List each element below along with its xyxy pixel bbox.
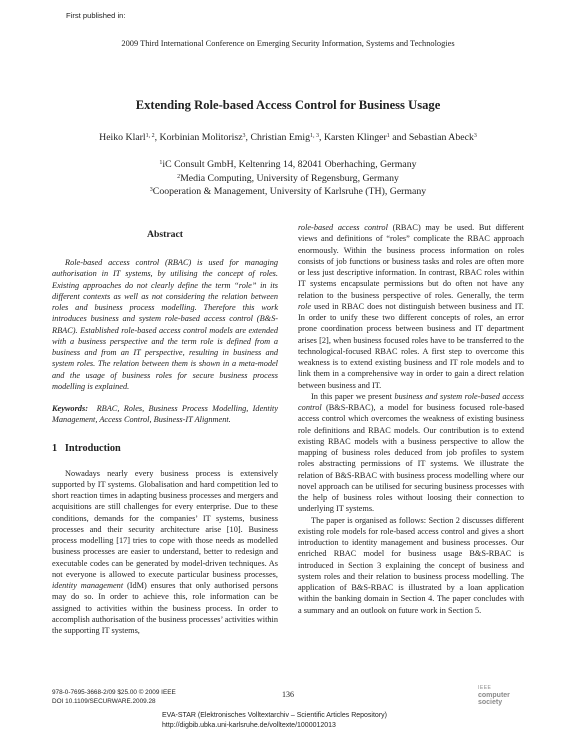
abstract-text: Role-based access control (RBAC) is used for managing authorisation in IT systems, by utilising the concept of roles. Existing approaches do not clearly define the term “role” in its different contexts as well as not considering the relation between roles and business process modelling. Therefore this work introduces business and system role-based access control (B&S-RBAC). Established role-based access control models are extended with a business perspective and the term role is defined from a business and from an IT perspective, resulting in business and system roles. The relation between them is shown in a meta-model and the usage of business roles for secure business process modelling is explained. <box>52 258 278 391</box>
affiliation-3: $^3$Cooperation & Management, University of Karlsruhe (TH), Germany <box>149 186 427 197</box>
paper-title: Extending Role-based Access Control for Business Usage <box>135 98 441 112</box>
archive-line-2: http://digbib.ubka.uni-karlsruhe.de/volltexte/1000012013 <box>162 722 336 729</box>
keywords-label: Keywords: <box>52 404 88 413</box>
right-paragraph-1: role-based access control (RBAC) may be used. But different views and definitions of “roles” complicate the RBAC approach enormously. Within the business process information on roles consists of job functions or business tasks and roles are often more or less just descriptive information. In contrast, RBAC roles within IT systems encapsulate permissions but do often not have any relation to the business perspective of roles. Generally, the term role used in RBAC does not distinguish between business and IT. In order to unify these two different concepts of roles, an error prone coordination process between business and IT department arises [2], when business focused roles have to be transferred to the technological-focused RBAC roles. A first step to overcome this weakness is to extend existing business and IT role models and to link them in a comprehensive way in order to gain a direct relation between business and IT. <box>298 223 524 390</box>
archive-line-1: EVA-STAR (Elektronisches Volltextarchiv – Scientific Articles Repository) <box>162 712 387 719</box>
page-number: 136 <box>282 690 294 699</box>
right-paragraph-3: The paper is organised as follows: Section 2 discusses different existing role models for role-based access control and gives a short introduction to identity management and business processes. Our enriched RBAC model for business usage B&S-RBAC is introduced in Section 3 explaining the concept of business and system roles and their relation to business process modelling. The application of B&S-RBAC is illustrated by a loan application within the banking domain in Section 4. The paper concludes with a summary and an outlook on future work in Section 5. <box>298 515 524 615</box>
isbn-line: 978-0-7695-3668-2/09 $25.00 © 2009 IEEE <box>52 689 176 696</box>
computer-society-logo <box>478 685 528 706</box>
abstract-heading: Abstract <box>146 229 184 240</box>
introduction-paragraph-1: Nowadays nearly every business process is extensively supported by IT systems. Globalisation and hard competition led to short reaction times in adapting business processes and mergers and acquisitions are still challenges for every enterprise. Due to these conditions, demands for the companies’ IT systems, business processes and their security architecture arise [10]. Business process modelling [17] tries to cope with those needs as modelled business processes are easier to understand, better to redesign and executable codes can be generated by model-driven techniques. As not everyone is allowed to execute particular business processes, identity management (IdM) ensures that only authorised persons may do so. In order to achieve this, role information can be assigned to activities within the business process. In order to accomplish authorisation of the business processes’ activities within the supporting IT systems, <box>52 468 278 635</box>
keywords <box>52 403 278 426</box>
affiliation-1: $^1$iC Consult GmbH, Keltenring 14, 82041 Oberhaching, Germany <box>159 159 417 170</box>
affiliation-2: $^2$Media Computing, University of Regensburg, Germany <box>177 172 399 184</box>
right-column <box>298 222 524 616</box>
affiliation-list <box>0 158 576 199</box>
archive-note <box>162 711 387 731</box>
logo-prefix: IEEE <box>478 685 492 691</box>
right-paragraph-2: In this paper we present business and system role-based access control (B&S-RBAC), a model for business focused role-based access control which overcomes the weakness of existing business role definitions and RBAC models. Our contribution is to extend existing RBAC models with a business perspective to allow the mapping of business roles deduced from job profiles to system roles abstracting permissions of IT systems. We illustrate the relation of B&S-RBAC with business process modelling where our novel approach can be utilised for securing business processes with the help of business roles without loosing their connection to underlying IT systems. <box>298 391 525 514</box>
author-list: Heiko Klarl$^{1, 2}$, Korbinian Molitorisz$^3$, Christian Emig$^{1, 3}$, Karsten Klinger$^1$ and Sebastian Abeck$^3$ <box>99 132 477 143</box>
first-published-label: First published in: <box>66 11 126 20</box>
section-heading-introduction: 1 Introduction <box>52 442 121 454</box>
keywords-text: RBAC, Roles, Business Process Modelling, Identity Management, Access Control, Business-IT Alignment. <box>52 404 278 425</box>
logo-text: computer society <box>478 692 510 706</box>
left-column <box>52 222 278 636</box>
conference-name: 2009 Third International Conference on Emerging Security Information, Systems and Technologies <box>121 39 455 48</box>
doi-line: DOI 10.1109/SECURWARE.2009.28 <box>52 698 156 705</box>
